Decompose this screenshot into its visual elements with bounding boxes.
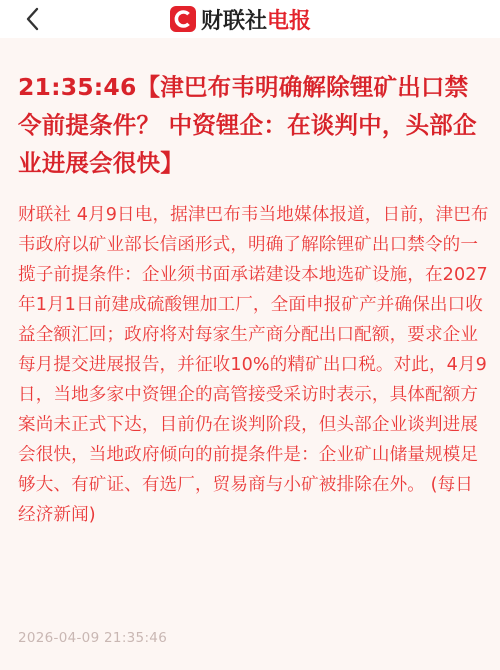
brand-name-part2: 电报 [267, 8, 312, 34]
headline-time: 21:35:46 [18, 73, 137, 101]
article-body: 财联社 4月9日电，据津巴布韦当地媒体报道，日前，津巴布韦政府以矿业部长信函形式，明确了解除锂矿出口禁令的一揽子前提条件：企业须书面承诺建设本地选矿设施，在2027年1月1日前建成硫酸锂加工厂，全面申报矿产并确保出口收益全额汇回；政府将对每家生产商分配出口配额，要求企业每月提交进展报告，并征收10%的精矿出口税。对此，4月9日，当地多家中资锂企的高管接受采访时表示，具体配额方案尚未正式下达，目前仍在谈判阶段，但头部企业谈判进展会很快，当地政府倾向的前提条件是：企业矿山储量规模足够大、有矿证、有选厂，贸易商与小矿被排除在外。 (每日经济新闻) [18, 205, 489, 525]
publish-timestamp: 2026-04-09 21:35:46 [18, 630, 168, 646]
brand-name [201, 4, 311, 35]
brand [170, 4, 311, 34]
article [0, 38, 500, 670]
chevron-left-icon [18, 4, 48, 34]
top-bar [0, 0, 500, 38]
back-button[interactable] [18, 4, 48, 34]
headline-title: 【津巴布韦明确解除锂矿出口禁令前提条件？ 中资锂企：在谈判中，头部企业进展会很快】 [18, 73, 477, 177]
c-logo-icon [170, 6, 196, 32]
brand-name-part1: 财联社 [201, 8, 268, 34]
headline [18, 68, 488, 182]
